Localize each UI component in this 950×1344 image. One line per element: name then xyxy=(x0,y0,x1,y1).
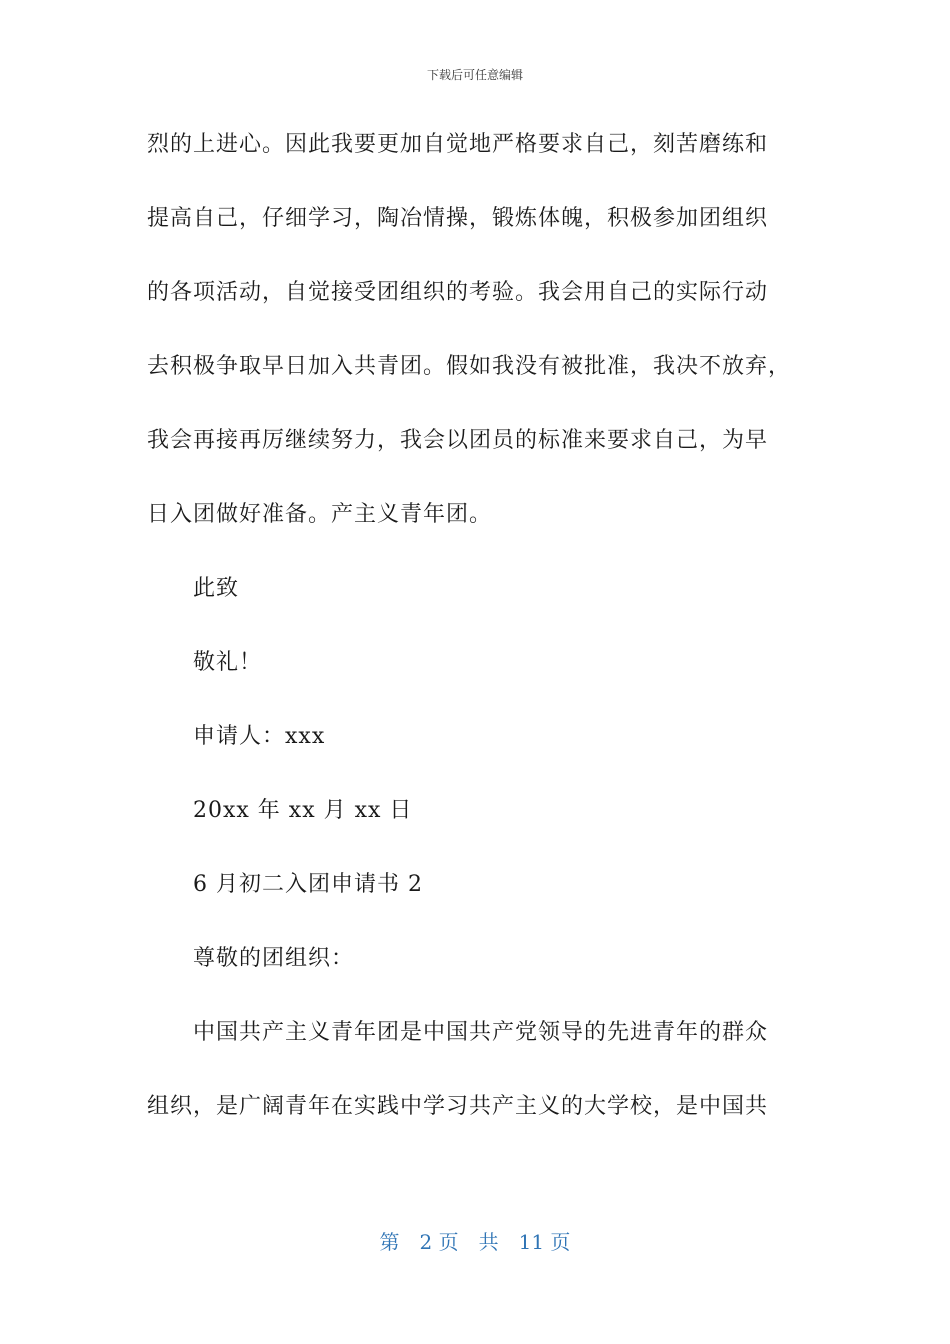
body-line: 去积极争取早日加入共青团。假如我没有被批准，我决不放弃， xyxy=(147,354,792,379)
body-line: 我会再接再厉继续努力，我会以团员的标准来要求自己，为早 xyxy=(147,428,769,453)
page-number: 第 2 页 共 11 页 xyxy=(379,1230,571,1254)
body-text xyxy=(147,126,807,1162)
body-line: 日入团做好准备。产主义青年团。 xyxy=(147,502,493,527)
paragraph-line: 中国共产主义青年团是中国共产党领导的先进青年的群众 xyxy=(193,1020,769,1045)
section-title: 6 月初二入团申请书 2 xyxy=(193,872,423,897)
salute-text: 敬礼！ xyxy=(193,650,263,675)
body-line: 烈的上进心。因此我要更加自觉地严格要求自己，刻苦磨练和 xyxy=(147,132,769,157)
applicant-text: 申请人：xxx xyxy=(193,724,326,749)
paragraph-line: 组织，是广阔青年在实践中学习共产主义的大学校，是中国共 xyxy=(147,1094,769,1119)
greeting-text: 尊敬的团组织： xyxy=(193,946,355,971)
body-line: 提高自己，仔细学习，陶冶情操，锻炼体魄，积极参加团组织 xyxy=(147,206,769,231)
header-note: 下载后可任意编辑 xyxy=(426,68,523,82)
closing-text: 此致 xyxy=(193,576,240,601)
date-text: 20xx 年 xx 月 xx 日 xyxy=(193,798,413,823)
body-line: 的各项活动，自觉接受团组织的考验。我会用自己的实际行动 xyxy=(147,280,769,305)
